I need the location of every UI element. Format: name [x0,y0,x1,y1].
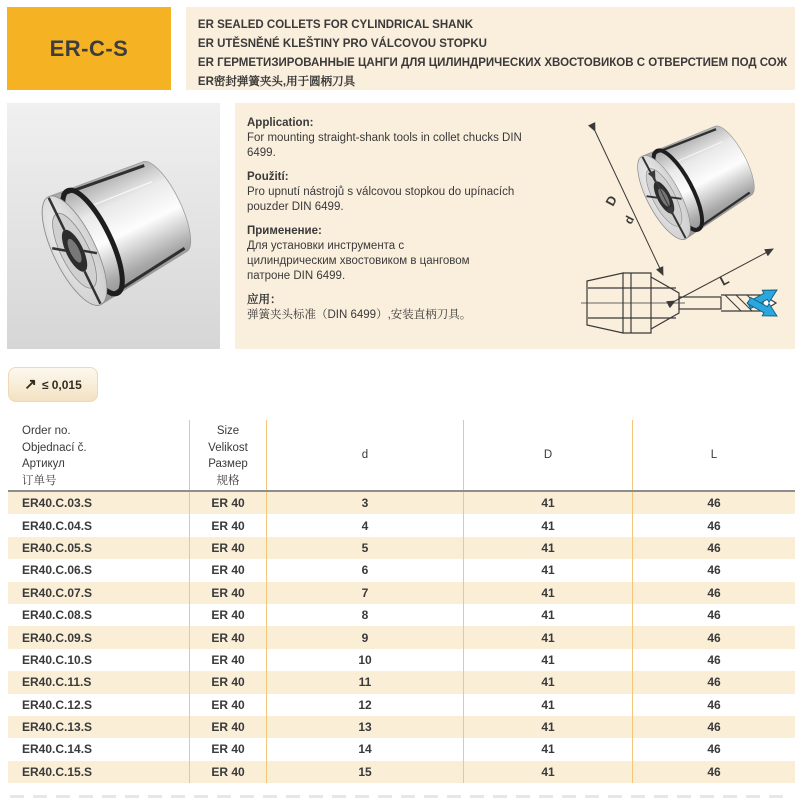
cell-d: 9 [267,626,464,648]
cell-L: 46 [707,697,721,712]
application-section-en [247,116,552,161]
cell-size: ER 40 [190,537,267,559]
cell-d: 6 [267,559,464,581]
application-heading: Application: [247,117,314,129]
dim-label-D: D [602,193,621,209]
collet-photo-icon [7,103,220,349]
cell-order-no: ER40.C.09.S [8,626,190,648]
cell-D: 41 [464,514,633,536]
cell-L: 46 [707,675,721,690]
cell-d: 12 [267,694,464,716]
dimensions-table [8,420,795,783]
table-row [8,604,795,626]
title-box [186,7,795,90]
table-body [8,492,795,783]
cell-L: 46 [707,764,721,779]
cell-order-no: ER40.C.04.S [8,514,190,536]
cell-D: 41 [464,694,633,716]
collet-drill-drawing-icon [581,273,780,333]
cell-L: 46 [707,720,721,735]
cell-d: 14 [267,738,464,760]
cell-D: 41 [464,537,633,559]
column-header-order-no: Order no. Objednací č. Артикул 订单号 [8,420,190,490]
cell-order-no: ER40.C.14.S [8,738,190,760]
runout-badge [8,367,98,402]
title-ru: ER ГЕРМЕТИЗИРОВАННЫЕ ЦАНГИ ДЛЯ ЦИЛИНДРИЧЕСКИХ ХВОСТОВИКОВ С ОТВЕРСТИЕМ ПОД СОЖ [197,57,787,69]
cell-d: 5 [267,537,464,559]
cell-size: ER 40 [190,761,267,783]
application-heading: Použití: [247,171,289,183]
application-text [235,103,565,349]
dimension-diagram-icon [565,103,793,349]
table-row [8,694,795,716]
title-cs: ER UTĚSNĚNÉ KLEŠTINY PRO VÁLCOVOU STOPKU [197,38,487,50]
cell-size: ER 40 [190,514,267,536]
cell-d: 11 [267,671,464,693]
cell-d: 10 [267,649,464,671]
cell-d: 13 [267,716,464,738]
cell-d: 8 [267,604,464,626]
cell-d: 3 [267,492,464,514]
cell-D: 41 [464,604,633,626]
cell-order-no: ER40.C.15.S [8,761,190,783]
cell-L: 46 [707,540,721,555]
dimension-diagram [565,103,795,349]
application-heading: 应用： [247,294,282,306]
cell-order-no: ER40.C.11.S [8,671,190,693]
cell-D: 41 [464,716,633,738]
table-row [8,716,795,738]
dim-label-L: L [717,271,732,289]
table-row [8,537,795,559]
application-body: 弹簧夹头标准（DIN 6499）,安装直柄刀具。 [247,309,472,321]
product-code-box [7,7,171,90]
cell-L: 46 [707,563,721,578]
page-edge-artifact [10,795,790,798]
column-header-D: D [464,420,633,490]
info-panel [235,103,795,349]
cell-order-no: ER40.C.06.S [8,559,190,581]
cell-order-no: ER40.C.08.S [8,604,190,626]
intro-section [7,103,795,349]
cell-L: 46 [707,585,721,600]
application-body: Для установки инструмента с цилиндрическим хвостовиком в цанговом патроне DIN 6499. [247,240,470,282]
application-body: For mounting straight-shank tools in collet chucks DIN 6499. [247,132,522,159]
cell-order-no: ER40.C.12.S [8,694,190,716]
application-section-ru [247,224,552,284]
cell-D: 41 [464,761,633,783]
cell-size: ER 40 [190,582,267,604]
cell-L: 46 [707,652,721,667]
cell-d: 7 [267,582,464,604]
cell-order-no: ER40.C.13.S [8,716,190,738]
cell-D: 41 [464,559,633,581]
table-row [8,514,795,536]
cell-L: 46 [707,518,721,533]
table-row [8,492,795,514]
cell-size: ER 40 [190,694,267,716]
cell-L: 46 [707,608,721,623]
runout-value: ≤ 0,015 [41,377,82,392]
dim-label-d: d [621,213,638,227]
table-row [8,582,795,604]
cell-D: 41 [464,492,633,514]
cell-order-no: ER40.C.03.S [8,492,190,514]
table-row [8,626,795,648]
column-header-size: Size Velikost Размер 规格 [190,420,267,490]
cell-order-no: ER40.C.10.S [8,649,190,671]
cell-size: ER 40 [190,492,267,514]
cell-order-no: ER40.C.07.S [8,582,190,604]
cell-d: 4 [267,514,464,536]
table-header [8,420,795,492]
column-header-L: L [710,448,718,461]
title-en: ER SEALED COLLETS FOR CYLINDRICAL SHANK [197,19,474,31]
cell-size: ER 40 [190,671,267,693]
runout-arrow-icon: ↗ [24,376,37,393]
cell-size: ER 40 [190,626,267,648]
page-header [7,7,795,90]
application-section-zh [247,293,552,323]
cell-D: 41 [464,649,633,671]
cell-D: 41 [464,582,633,604]
title-zh: ER密封弹簧夹头,用于圆柄刀具 [197,76,356,88]
column-header-d: d [267,420,464,490]
application-section-cs [247,170,552,215]
cell-D: 41 [464,738,633,760]
cell-d: 15 [267,761,464,783]
cell-size: ER 40 [190,649,267,671]
table-row [8,671,795,693]
cell-D: 41 [464,671,633,693]
table-row [8,761,795,783]
cell-order-no: ER40.C.05.S [8,537,190,559]
cell-D: 41 [464,626,633,648]
cell-L: 46 [707,496,721,511]
cell-L: 46 [707,742,721,757]
cell-size: ER 40 [190,604,267,626]
cell-size: ER 40 [190,559,267,581]
cell-size: ER 40 [190,716,267,738]
product-code: ER-C-S [49,35,129,61]
product-photo-image [7,103,220,349]
application-body: Pro upnutí nástrojů s válcovou stopkou do upínacích pouzder DIN 6499. [247,186,515,213]
cell-L: 46 [707,630,721,645]
application-heading: Применение: [247,225,322,237]
table-row [8,649,795,671]
table-row [8,559,795,581]
table-row [8,738,795,760]
cell-size: ER 40 [190,738,267,760]
